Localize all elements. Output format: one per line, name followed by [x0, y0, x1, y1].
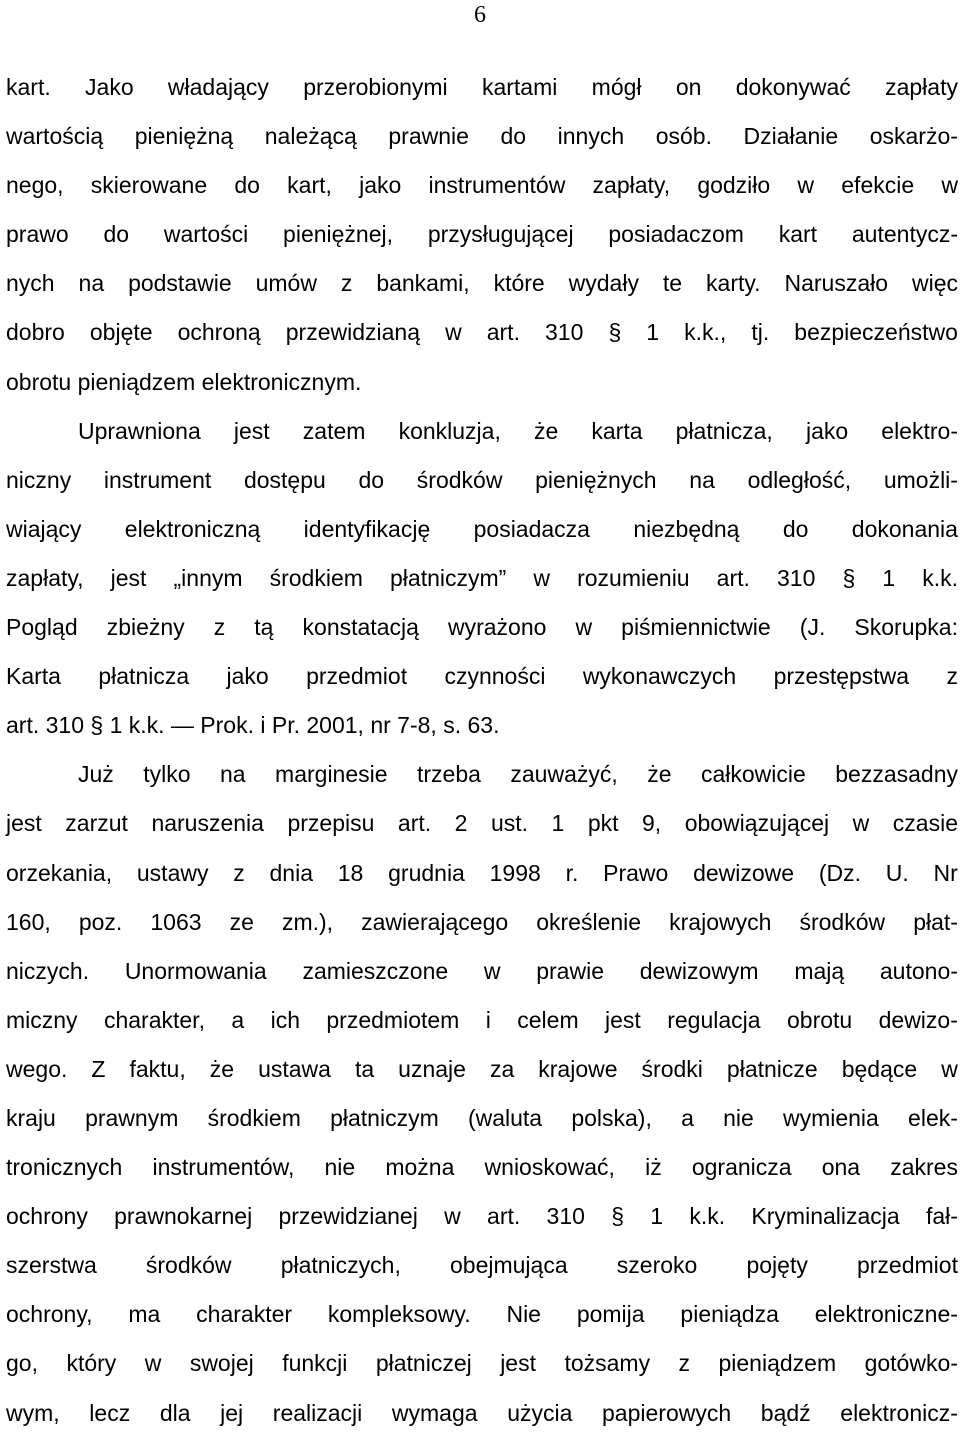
text-line: dobro objęte ochroną przewidzianą w art. 310 § 1 k.k., tj. bezpieczeństwo [6, 319, 958, 346]
text-line: niczych. Unormowania zamieszczone w prawie dewizowym mają autono- [6, 957, 958, 984]
text-line: szerstwa środków płatniczych, obejmująca szeroko pojęty przedmiot [6, 1252, 958, 1279]
text-line: kraju prawnym środkiem płatniczym (waluta polska), a nie wymienia elek- [6, 1104, 958, 1131]
text-line: kart. Jako władający przerobionymi kartami mógł on dokonywać zapłaty [6, 74, 958, 100]
text-line: ochrony, ma charakter kompleksowy. Nie pomija pieniądza elektroniczne- [6, 1301, 958, 1328]
text-line: Pogląd zbieżny z tą konstatacją wyrażono w piśmiennictwie (J. Skorupka: [6, 614, 958, 641]
text-line: ochrony prawnokarnej przewidzianej w art. 310 § 1 k.k. Kryminalizacja fał- [6, 1203, 958, 1230]
text-line: nego, skierowane do kart, jako instrumentów zapłaty, godziło w efekcie w [6, 172, 958, 199]
text-line: zapłaty, jest „innym środkiem płatniczym” w rozumieniu art. 310 § 1 k.k. [6, 564, 958, 591]
text-line: obrotu pieniądzem elektronicznym. [6, 368, 362, 395]
text-line: 160, poz. 1063 ze zm.), zawierającego określenie krajowych środków płat- [6, 908, 958, 935]
text-line: tronicznych instrumentów, nie można wnioskować, iż ogranicza ona zakres [6, 1154, 958, 1181]
text-line: orzekania, ustawy z dnia 18 grudnia 1998 r. Prawo dewizowe (Dz. U. Nr [6, 859, 958, 886]
text-line: wego. Z faktu, że ustawa ta uznaje za krajowe środki płatnicze będące w [6, 1055, 958, 1082]
text-line: prawo do wartości pieniężnej, przysługującej posiadaczom kart autentycz- [6, 221, 958, 248]
text-line: wartością pieniężną należącą prawnie do innych osób. Działanie oskarżo- [6, 123, 958, 150]
paragraph-first-line: Uprawniona jest zatem konkluzja, że karta płatnicza, jako elektro- [78, 417, 958, 444]
text-line: nych na podstawie umów z bankami, które wydały te karty. Naruszało więc [6, 270, 958, 297]
text-line: wiający elektroniczną identyfikację posiadacza niezbędną do dokonania [6, 515, 958, 542]
text-line: niczny instrument dostępu do środków pieniężnych na odległość, umożli- [6, 466, 958, 493]
page-number: 6 [474, 2, 486, 28]
text-line: art. 310 § 1 k.k. — Prok. i Pr. 2001, nr 7-8, s. 63. [6, 712, 500, 739]
text-line: wym, lecz dla jej realizacji wymaga użycia papierowych bądź elektronicz- [6, 1399, 958, 1426]
document-body [6, 63, 958, 1438]
text-line: jest zarzut naruszenia przepisu art. 2 ust. 1 pkt 9, obowiązującej w czasie [6, 810, 958, 837]
paragraph-first-line: Już tylko na marginesie trzeba zauważyć, że całkowicie bezzasadny [78, 761, 958, 788]
text-line: Karta płatnicza jako przedmiot czynności wykonawczych przestępstwa z [6, 663, 958, 690]
text-line: go, który w swojej funkcji płatniczej jest tożsamy z pieniądzem gotówko- [6, 1350, 958, 1377]
text-line: miczny charakter, a ich przedmiotem i celem jest regulacja obrotu dewizo- [6, 1006, 958, 1033]
